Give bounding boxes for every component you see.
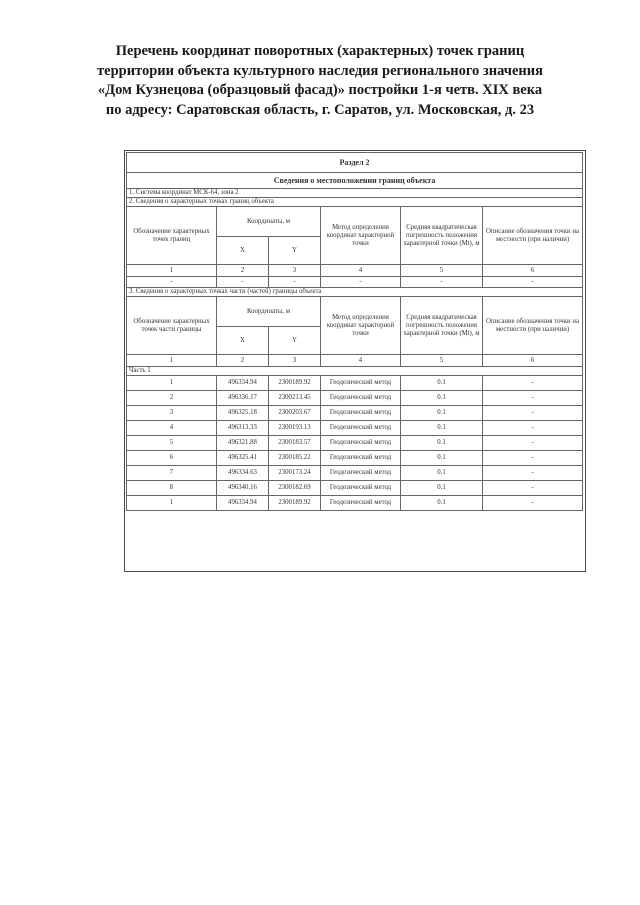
error-cell: 0.1 — [401, 406, 483, 421]
description-cell: - — [483, 376, 583, 391]
header-method: Метод определения координат характерной точки — [321, 207, 401, 265]
header-designation: Обозначение характерных точек границ — [127, 207, 217, 265]
description-cell: - — [483, 391, 583, 406]
x-coordinate-cell: 496325.41 — [217, 451, 269, 466]
table-row — [127, 391, 583, 406]
header-coordinates: Координаты, м — [217, 297, 321, 327]
x-coordinate-cell: 496334.63 — [217, 466, 269, 481]
description-cell: - — [483, 436, 583, 451]
method-cell: Геодезический метод — [321, 406, 401, 421]
title-line: территории объекта культурного наследия регионального значения — [97, 62, 543, 79]
y-coordinate-cell: 2300183.57 — [269, 436, 321, 451]
method-cell: Геодезический метод — [321, 436, 401, 451]
header-x: X — [217, 327, 269, 355]
column-number: 5 — [401, 355, 483, 367]
column-number: 6 — [483, 265, 583, 277]
column-number: 1 — [127, 265, 217, 277]
error-cell: 0.1 — [401, 421, 483, 436]
method-cell: Геодезический метод — [321, 481, 401, 496]
header-designation-part: Обозначение характерных точек части границы — [127, 297, 217, 355]
y-coordinate-cell: 2300189.92 — [269, 376, 321, 391]
point-number-cell: 3 — [127, 406, 217, 421]
part-label: Часть 1 — [127, 367, 583, 376]
title-line: Перечень координат поворотных (характерных) точек границ — [115, 43, 525, 59]
point-number-cell: 2 — [127, 391, 217, 406]
header-error: Средняя квадратическая погрешность положения характерной точки (Mt), м — [401, 207, 483, 265]
x-coordinate-cell: 496334.94 — [217, 496, 269, 511]
header-method: Метод определения координат характерной точки — [321, 297, 401, 355]
coordinates-table — [126, 152, 583, 511]
document-title — [40, 42, 600, 120]
column-number: 2 — [217, 265, 269, 277]
info-line: 2. Сведения о характерных точках границ объекта — [127, 198, 583, 207]
header-coordinates: Координаты, м — [217, 207, 321, 237]
description-cell: - — [483, 421, 583, 436]
table-row — [127, 406, 583, 421]
error-cell: 0.1 — [401, 466, 483, 481]
title-line: «Дом Кузнецова (образцовый фасад)» постройки 1-я четв. XIX века — [97, 82, 543, 98]
column-number: 4 — [321, 355, 401, 367]
error-cell: 0.1 — [401, 436, 483, 451]
method-cell: Геодезический метод — [321, 451, 401, 466]
description-cell: - — [483, 481, 583, 496]
table-row — [127, 421, 583, 436]
y-coordinate-cell: 2300189.92 — [269, 496, 321, 511]
header-x: X — [217, 237, 269, 265]
x-coordinate-cell: 496325.18 — [217, 406, 269, 421]
info-line: 3. Сведения о характерных точках части (частей) границы объекта — [127, 288, 583, 297]
table-row — [127, 481, 583, 496]
method-cell: Геодезический метод — [321, 421, 401, 436]
method-cell: Геодезический метод — [321, 496, 401, 511]
table-row — [127, 466, 583, 481]
point-number-cell: 5 — [127, 436, 217, 451]
point-number-cell: 1 — [127, 376, 217, 391]
method-cell: Геодезический метод — [321, 466, 401, 481]
y-coordinate-cell: 2300185.22 — [269, 451, 321, 466]
method-cell: Геодезический метод — [321, 391, 401, 406]
point-number-cell: 8 — [127, 481, 217, 496]
y-coordinate-cell: 2300203.67 — [269, 406, 321, 421]
x-coordinate-cell: 496336.17 — [217, 391, 269, 406]
error-cell: 0.1 — [401, 391, 483, 406]
description-cell: - — [483, 466, 583, 481]
header-description: Описание обозначения точки на местности (при наличии) — [483, 297, 583, 355]
y-coordinate-cell: 2300173.24 — [269, 466, 321, 481]
description-cell: - — [483, 451, 583, 466]
dash-cell: - — [321, 277, 401, 288]
header-y: Y — [269, 237, 321, 265]
dash-cell: - — [269, 277, 321, 288]
dash-cell: - — [401, 277, 483, 288]
description-cell: - — [483, 496, 583, 511]
table-row — [127, 376, 583, 391]
point-number-cell: 1 — [127, 496, 217, 511]
error-cell: 0.1 — [401, 481, 483, 496]
coordinate-system-line: 1. Система координат МСК-64, зона 2 — [127, 189, 583, 198]
table-row — [127, 451, 583, 466]
point-number-cell: 6 — [127, 451, 217, 466]
header-y: Y — [269, 327, 321, 355]
error-cell: 0.1 — [401, 496, 483, 511]
table-row — [127, 436, 583, 451]
y-coordinate-cell: 2300213.45 — [269, 391, 321, 406]
method-cell: Геодезический метод — [321, 376, 401, 391]
header-description: Описание обозначения точки на местности (при наличии) — [483, 207, 583, 265]
point-number-cell: 4 — [127, 421, 217, 436]
column-number: 1 — [127, 355, 217, 367]
column-number: 3 — [269, 355, 321, 367]
dash-cell: - — [127, 277, 217, 288]
section-subtitle: Сведения о местоположении границ объекта — [127, 173, 583, 189]
title-line: по адресу: Саратовская область, г. Саратов, ул. Московская, д. 23 — [105, 101, 535, 118]
dash-cell: - — [217, 277, 269, 288]
point-number-cell: 7 — [127, 466, 217, 481]
header-error: Средняя квадратическая погрешность положения характерной точки (Mt), м — [401, 297, 483, 355]
column-number: 2 — [217, 355, 269, 367]
section-title: Раздел 2 — [127, 153, 583, 173]
column-number: 5 — [401, 265, 483, 277]
column-number: 4 — [321, 265, 401, 277]
table-row — [127, 496, 583, 511]
x-coordinate-cell: 496334.94 — [217, 376, 269, 391]
dash-cell: - — [483, 277, 583, 288]
error-cell: 0.1 — [401, 376, 483, 391]
x-coordinate-cell: 496313.33 — [217, 421, 269, 436]
x-coordinate-cell: 496321.88 — [217, 436, 269, 451]
column-number: 3 — [269, 265, 321, 277]
x-coordinate-cell: 496340.16 — [217, 481, 269, 496]
column-number: 6 — [483, 355, 583, 367]
description-cell: - — [483, 406, 583, 421]
y-coordinate-cell: 2300193.13 — [269, 421, 321, 436]
error-cell: 0.1 — [401, 451, 483, 466]
y-coordinate-cell: 2300182.69 — [269, 481, 321, 496]
